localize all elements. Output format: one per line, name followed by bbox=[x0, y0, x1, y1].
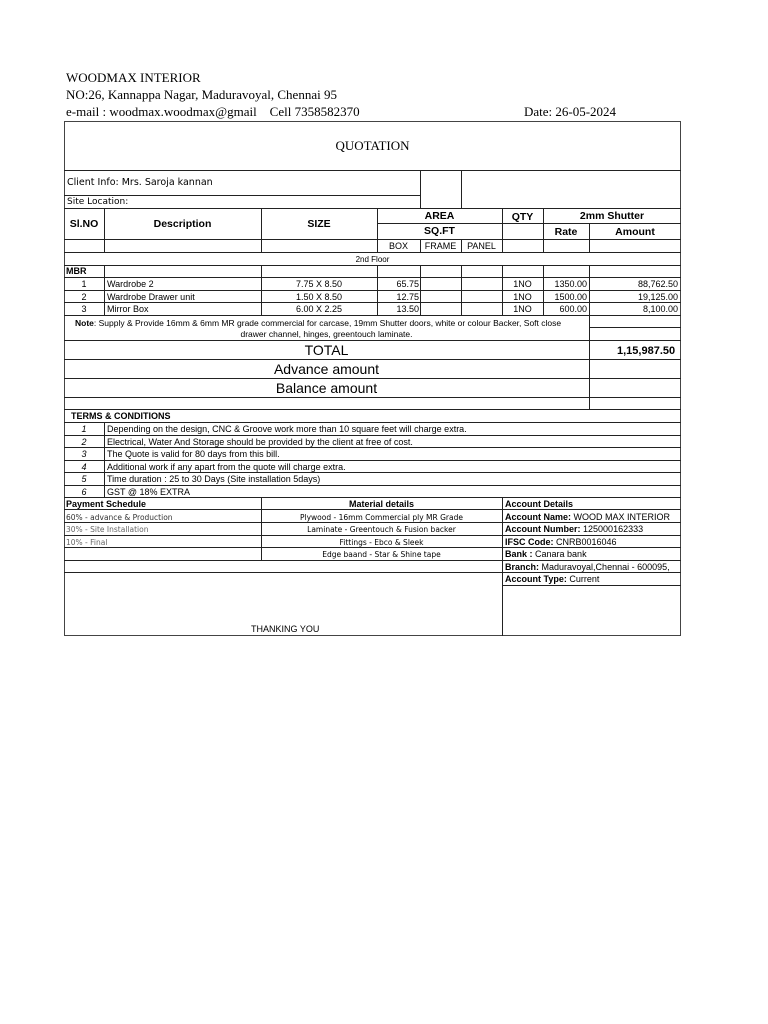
note-text: : Supply & Provide 16mm & 6mm MR grade commercial for carcase, 19mm Shutter doors, white or colour Backer, Soft close bbox=[93, 318, 562, 328]
term-text: GST @ 18% EXTRA bbox=[107, 487, 190, 497]
term-number: 5 bbox=[81, 474, 87, 484]
col-header-sqft: SQ.FT bbox=[424, 225, 455, 237]
account-name bbox=[505, 512, 670, 523]
col-header-slno: Sl.NO bbox=[69, 218, 99, 230]
quotation-date: Date: 26-05-2024 bbox=[524, 104, 617, 119]
rule bbox=[104, 265, 105, 315]
account-bank-label: Bank : bbox=[505, 549, 533, 559]
rule bbox=[64, 195, 420, 196]
item-slno: 2 bbox=[81, 292, 87, 302]
room-label: MBR bbox=[66, 266, 87, 276]
item-amount: 19,125.00 bbox=[637, 292, 678, 302]
term-text: Electrical, Water And Storage should be provided by the client at free of cost. bbox=[107, 437, 413, 447]
total-value: 1,15,987.50 bbox=[617, 345, 676, 357]
item-rate: 1500.00 bbox=[554, 292, 587, 302]
rule bbox=[64, 170, 681, 171]
term-text: Depending on the design, CNC & Groove work more than 10 square feet will charge extra. bbox=[107, 424, 467, 434]
note-label: Note bbox=[75, 318, 94, 328]
term-number: 2 bbox=[81, 437, 87, 447]
item-qty: 1NO bbox=[513, 304, 532, 314]
material-item: Fittings - Ebco & Sleek bbox=[339, 538, 424, 547]
account-number bbox=[505, 524, 643, 535]
item-size: 1.50 X 8.50 bbox=[295, 292, 343, 302]
rule bbox=[420, 170, 421, 208]
rule bbox=[420, 265, 421, 315]
rule bbox=[64, 485, 681, 486]
item-amount: 88,762.50 bbox=[637, 279, 678, 289]
material-title: Material details bbox=[348, 499, 415, 509]
client-info: Client Info: Mrs. Saroja kannan bbox=[67, 177, 213, 188]
rule bbox=[64, 560, 681, 561]
rule bbox=[502, 497, 503, 636]
total-label: TOTAL bbox=[304, 342, 349, 358]
term-text: Additional work if any apart from the quote will charge extra. bbox=[107, 462, 346, 472]
material-item: Edge baand - Star & Shine tape bbox=[322, 550, 441, 559]
col-header-amount: Amount bbox=[615, 226, 655, 238]
col-header-shutter: 2mm Shutter bbox=[579, 210, 645, 222]
quotation-title: QUOTATION bbox=[335, 138, 410, 153]
rule bbox=[64, 252, 681, 253]
account-ifsc-value: CNRB0016046 bbox=[556, 537, 617, 547]
account-bank-value: Canara bank bbox=[535, 549, 587, 559]
account-type-value: Current bbox=[569, 574, 600, 584]
item-description: Mirror Box bbox=[107, 304, 149, 314]
rule bbox=[261, 208, 262, 252]
rule bbox=[104, 422, 105, 497]
item-rate: 1350.00 bbox=[554, 279, 587, 289]
account-ifsc bbox=[505, 537, 617, 548]
balance-label: Balance amount bbox=[275, 380, 378, 396]
site-location: Site Location: bbox=[67, 197, 129, 207]
rule bbox=[64, 208, 681, 209]
account-branch-label: Branch: bbox=[505, 562, 540, 572]
item-sqft: 65.75 bbox=[396, 279, 419, 289]
item-slno: 1 bbox=[81, 279, 87, 289]
item-amount: 8,100.00 bbox=[642, 304, 678, 314]
account-type bbox=[505, 574, 599, 585]
account-title: Account Details bbox=[505, 499, 574, 509]
rule bbox=[461, 265, 462, 315]
account-number-value: 125000162333 bbox=[583, 524, 644, 534]
payment-item: 60% - advance & Production bbox=[66, 513, 173, 522]
col-header-rate: Rate bbox=[554, 226, 578, 238]
account-ifsc-label: IFSC Code: bbox=[505, 537, 554, 547]
item-sqft: 12.75 bbox=[396, 292, 419, 302]
account-type-label: Account Type: bbox=[505, 574, 567, 584]
advance-label: Advance amount bbox=[273, 361, 380, 377]
term-text: Time duration : 25 to 30 Days (Site installation 5days) bbox=[107, 474, 321, 484]
rule bbox=[104, 208, 105, 252]
item-size: 6.00 X 2.25 bbox=[295, 304, 343, 314]
item-slno: 3 bbox=[81, 304, 87, 314]
term-number: 4 bbox=[81, 462, 87, 472]
thanking-you: THANKING YOU bbox=[251, 624, 320, 634]
account-name-value: WOOD MAX INTERIOR bbox=[573, 512, 671, 522]
col-header-description: Description bbox=[153, 218, 212, 230]
rule bbox=[64, 535, 681, 536]
item-description: Wardrobe Drawer unit bbox=[107, 292, 195, 302]
col-header-area: AREA bbox=[424, 210, 455, 222]
rule bbox=[64, 460, 681, 461]
item-description: Wardrobe 2 bbox=[107, 279, 154, 289]
account-bank bbox=[505, 549, 587, 560]
term-text: The Quote is valid for 80 days from this bill. bbox=[107, 449, 280, 459]
company-address: NO:26, Kannappa Nagar, Maduravoyal, Chennai 95 bbox=[66, 87, 337, 102]
item-qty: 1NO bbox=[513, 279, 532, 289]
material-item: Plywood - 16mm Commercial ply MR Grade bbox=[300, 513, 463, 522]
col-header-qty: QTY bbox=[511, 211, 534, 223]
col-header-box: BOX bbox=[388, 241, 408, 251]
note-line-1 bbox=[75, 318, 561, 329]
col-header-panel: PANEL bbox=[467, 241, 496, 251]
payment-item: 10% - Final bbox=[66, 538, 108, 547]
account-branch bbox=[505, 562, 670, 573]
col-header-size: SIZE bbox=[307, 218, 331, 230]
item-qty: 1NO bbox=[513, 292, 532, 302]
payment-title: Payment Schedule bbox=[66, 499, 147, 509]
term-number: 6 bbox=[81, 487, 87, 497]
rule bbox=[461, 170, 462, 208]
term-number: 1 bbox=[81, 424, 87, 434]
account-number-label: Account Number: bbox=[505, 524, 581, 534]
rule bbox=[64, 435, 681, 436]
company-name: WOODMAX INTERIOR bbox=[66, 70, 201, 85]
account-branch-value: Maduravoyal,Chennai - 600095, bbox=[541, 562, 670, 572]
payment-item: 30% - Site Installation bbox=[66, 525, 149, 534]
item-sqft: 13.50 bbox=[396, 304, 419, 314]
material-item: Laminate - Greentouch & Fusion backer bbox=[307, 525, 456, 534]
rule bbox=[589, 315, 590, 410]
floor-label: 2nd Floor bbox=[355, 255, 390, 264]
item-rate: 600.00 bbox=[559, 304, 587, 314]
note-line-2: drawer channel, hinges, greentouch laminate. bbox=[240, 329, 413, 339]
rule bbox=[377, 223, 681, 224]
terms-title: TERMS & CONDITIONS bbox=[71, 411, 171, 421]
account-name-label: Account Name: bbox=[505, 512, 572, 522]
rule bbox=[589, 327, 681, 328]
company-contact: e-mail : woodmax.woodmax@gmail Cell 7358582370 bbox=[66, 104, 360, 119]
term-number: 3 bbox=[81, 449, 87, 459]
item-size: 7.75 X 8.50 bbox=[295, 279, 343, 289]
rule bbox=[502, 585, 681, 586]
col-header-frame: FRAME bbox=[424, 241, 457, 251]
rule bbox=[64, 422, 681, 423]
